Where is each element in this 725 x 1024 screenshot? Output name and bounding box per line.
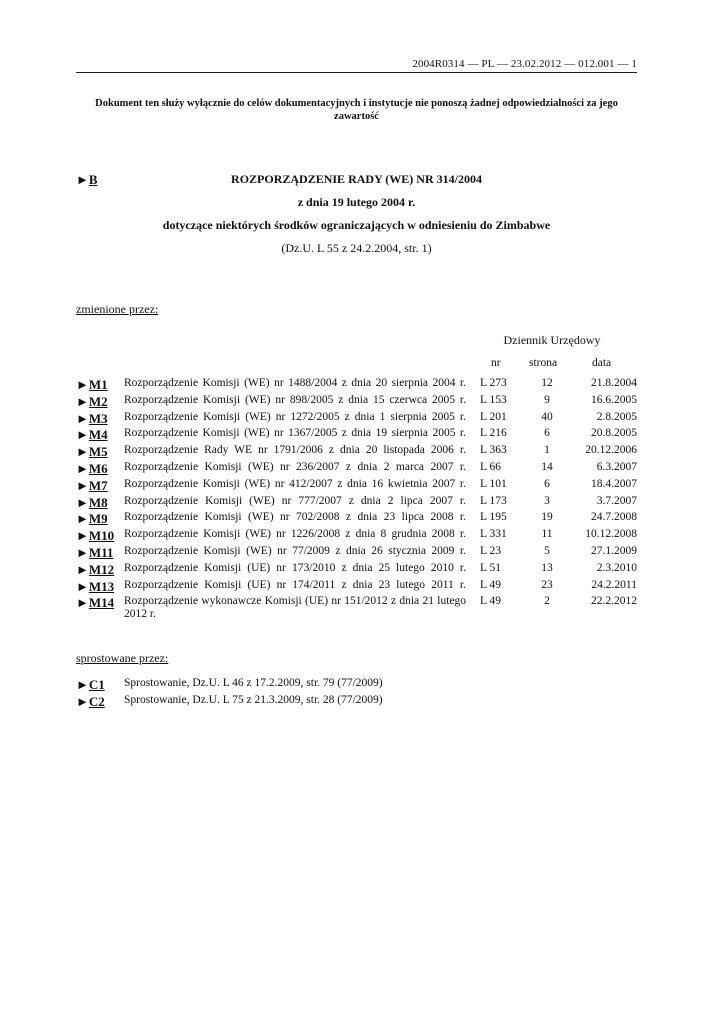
amendment-marker[interactable]: ►M6 — [76, 460, 108, 476]
journal-page: 9 — [544, 393, 550, 406]
journal-date: 2.3.2010 — [596, 561, 637, 574]
amendment-marker[interactable]: ►M13 — [76, 578, 115, 594]
journal-date: 6.3.2007 — [596, 460, 637, 473]
journal-page: 1 — [544, 444, 550, 457]
marker-arrow-icon: ► — [76, 694, 89, 709]
journal-date: 10.12.2008 — [585, 528, 637, 541]
marker-arrow-icon: ► — [76, 377, 89, 392]
amendment-marker[interactable]: ►M4 — [76, 427, 108, 443]
amendment-row — [76, 595, 637, 625]
marker-arrow-icon: ► — [76, 427, 89, 443]
journal-number: L 216 — [480, 427, 507, 440]
marker-arrow-icon: ► — [76, 460, 89, 476]
journal-page: 23 — [541, 578, 553, 591]
amendment-title: Rozporządzenie Komisji (WE) nr 898/2005 z dnia 15 czerwca 2005 r. — [124, 393, 466, 406]
journal-page: 11 — [541, 528, 553, 541]
journal-number: L 201 — [480, 410, 507, 423]
corrigenda-list — [76, 677, 637, 711]
amendment-row — [76, 528, 637, 545]
journal-number: L 23 — [480, 544, 501, 557]
marker-arrow-icon: ► — [76, 477, 89, 493]
amendment-title: Rozporządzenie wykonawcze Komisji (UE) nr 151/2012 z dnia 21 lutego 2012 r. — [124, 595, 466, 621]
marker-arrow-icon: ► — [76, 444, 89, 460]
title-line-1: ROZPORZĄDZENIE RADY (WE) NR 314/2004 — [231, 172, 482, 186]
journal-page: 6 — [544, 427, 550, 440]
column-header-nr: nr — [491, 357, 501, 369]
journal-date: 21.8.2004 — [591, 377, 637, 389]
amendment-marker[interactable]: ►M14 — [76, 595, 115, 611]
journal-heading: Dziennik Urzędowy — [503, 333, 601, 347]
journal-date: 24.2.2011 — [591, 578, 637, 591]
amendment-title: Rozporządzenie Komisji (WE) nr 236/2007 z dnia 2 marca 2007 r. — [124, 460, 466, 473]
amendment-marker[interactable]: ►M12 — [76, 561, 115, 577]
journal-page: 5 — [544, 544, 550, 557]
amendment-marker[interactable]: ►M9 — [76, 511, 108, 527]
amendment-marker[interactable]: ►M11 — [76, 544, 114, 560]
marker-arrow-icon: ► — [76, 677, 89, 692]
journal-page: 6 — [544, 477, 550, 490]
marker-arrow-icon: ► — [76, 494, 89, 510]
corrected-by-label: sprostowane przez: — [76, 651, 169, 665]
journal-number: L 51 — [480, 561, 501, 574]
journal-date: 27.1.2009 — [591, 544, 637, 557]
amendment-row — [76, 411, 637, 428]
amendment-row — [76, 478, 637, 495]
journal-date: 22.2.2012 — [591, 595, 637, 608]
journal-date: 20.12.2006 — [585, 444, 637, 457]
corrigendum-row — [76, 694, 637, 711]
amendment-row — [76, 511, 637, 528]
marker-arrow-icon: ► — [76, 393, 89, 409]
journal-number: L 66 — [480, 460, 501, 473]
regulation-title — [76, 172, 637, 255]
amendment-marker[interactable]: ►M3 — [76, 410, 108, 426]
journal-page: 14 — [541, 460, 553, 473]
corrigendum-text: Sprostowanie, Dz.U. L 75 z 21.3.2009, str. 28 (77/2009) — [124, 694, 383, 706]
journal-date: 3.7.2007 — [596, 494, 637, 507]
marker-arrow-icon: ► — [76, 528, 89, 544]
journal-date: 24.7.2008 — [591, 511, 637, 524]
marker-arrow-icon: ► — [76, 544, 89, 560]
journal-page: 13 — [541, 561, 553, 574]
journal-date: 20.8.2005 — [591, 427, 637, 440]
journal-number: L 49 — [480, 578, 501, 591]
amendment-row — [76, 562, 637, 579]
marker-code: B — [88, 172, 98, 187]
title-line-4: (Dz.U. L 55 z 24.2.2004, str. 1) — [281, 241, 432, 255]
marker-arrow-icon: ► — [76, 578, 89, 594]
title-line-3: dotyczące niektórych środków ograniczających w odniesieniu do Zimbabwe — [162, 218, 551, 232]
header-rule — [76, 72, 637, 73]
amendment-title: Rozporządzenie Komisji (WE) nr 77/2009 z dnia 26 stycznia 2009 r. — [124, 544, 466, 557]
amendment-row — [76, 444, 637, 461]
amendment-row — [76, 427, 637, 444]
marker-arrow-icon: ► — [76, 561, 89, 577]
journal-number: L 49 — [480, 595, 501, 608]
amendment-marker[interactable]: ►M2 — [76, 393, 108, 409]
column-header-date: data — [592, 357, 612, 369]
journal-page: 12 — [541, 377, 553, 389]
amendment-row — [76, 579, 637, 596]
column-header-page: strona — [529, 357, 558, 369]
journal-number: L 153 — [480, 393, 507, 406]
journal-number: L 273 — [480, 377, 507, 389]
amendment-marker[interactable]: ►M8 — [76, 494, 108, 510]
journal-number: L 101 — [480, 477, 507, 490]
marker-arrow-icon: ► — [76, 410, 89, 426]
corrigendum-marker[interactable]: ►C1 — [76, 677, 105, 692]
amended-by-label: zmienione przez: — [76, 302, 159, 316]
amendment-row — [76, 495, 637, 512]
amendment-title: Rozporządzenie Komisji (WE) nr 777/2007 z dnia 2 lipca 2007 r. — [124, 494, 466, 507]
amendment-title: Rozporządzenie Komisji (WE) nr 1367/2005 z dnia 19 sierpnia 2005 r. — [124, 427, 466, 440]
amendment-title: Rozporządzenie Komisji (WE) nr 1226/2008 z dnia 8 grudnia 2008 r. — [124, 528, 466, 541]
journal-page: 40 — [541, 410, 553, 423]
amendment-marker[interactable]: ►M7 — [76, 477, 108, 493]
amendment-marker[interactable]: ►M10 — [76, 528, 115, 544]
corrigendum-marker[interactable]: ►C2 — [76, 694, 105, 709]
amendment-title: Rozporządzenie Komisji (WE) nr 1272/2005 z dnia 1 sierpnia 2005 r. — [124, 410, 466, 423]
amendments-table — [76, 377, 637, 625]
amendment-row — [76, 377, 637, 394]
title-line-2: z dnia 19 lutego 2004 r. — [297, 195, 416, 209]
document-reference: 2004R0314 — PL — 23.02.2012 — 012.001 — 1 — [412, 58, 637, 70]
journal-number: L 173 — [480, 494, 507, 507]
amendment-title: Rozporządzenie Komisji (WE) nr 412/2007 z dnia 16 kwietnia 2007 r. — [124, 477, 466, 490]
disclaimer: Dokument ten służy wyłącznie do celów dokumentacyjnych i instytucje nie ponoszą żadnej odpowiedzialności za jego zawartość — [95, 98, 618, 122]
amendment-marker[interactable]: ►M5 — [76, 444, 108, 460]
journal-number: L 363 — [480, 444, 507, 457]
journal-date: 16.6.2005 — [591, 393, 637, 406]
amendment-title: Rozporządzenie Komisji (UE) nr 174/2011 z dnia 23 lutego 2011 r. — [124, 578, 466, 591]
marker-arrow-icon: ► — [76, 595, 89, 611]
amendment-title: Rozporządzenie Komisji (UE) nr 173/2010 z dnia 25 lutego 2010 r. — [124, 561, 466, 574]
journal-page: 19 — [541, 511, 553, 524]
journal-page: 3 — [544, 494, 550, 507]
amendment-title: Rozporządzenie Rady WE nr 1791/2006 z dnia 20 listopada 2006 r. — [124, 444, 466, 457]
amendment-title: Rozporządzenie Komisji (WE) nr 1488/2004 z dnia 20 sierpnia 2004 r. — [124, 377, 466, 389]
journal-number: L 331 — [480, 528, 507, 541]
amendment-title: Rozporządzenie Komisji (WE) nr 702/2008 z dnia 23 lipca 2008 r. — [124, 511, 466, 524]
corrigendum-text: Sprostowanie, Dz.U. L 46 z 17.2.2009, str. 79 (77/2009) — [124, 677, 383, 689]
amendment-row — [76, 545, 637, 562]
amendment-row — [76, 461, 637, 478]
journal-page: 2 — [544, 595, 550, 608]
marker-arrow-icon: ► — [76, 172, 89, 187]
journal-date: 18.4.2007 — [591, 477, 637, 490]
corrigendum-row — [76, 677, 637, 694]
journal-number: L 195 — [480, 511, 507, 524]
amendment-marker[interactable]: ►M1 — [76, 377, 108, 392]
amendment-row — [76, 394, 637, 411]
marker-arrow-icon: ► — [76, 511, 89, 527]
journal-date: 2.8.2005 — [596, 410, 637, 423]
